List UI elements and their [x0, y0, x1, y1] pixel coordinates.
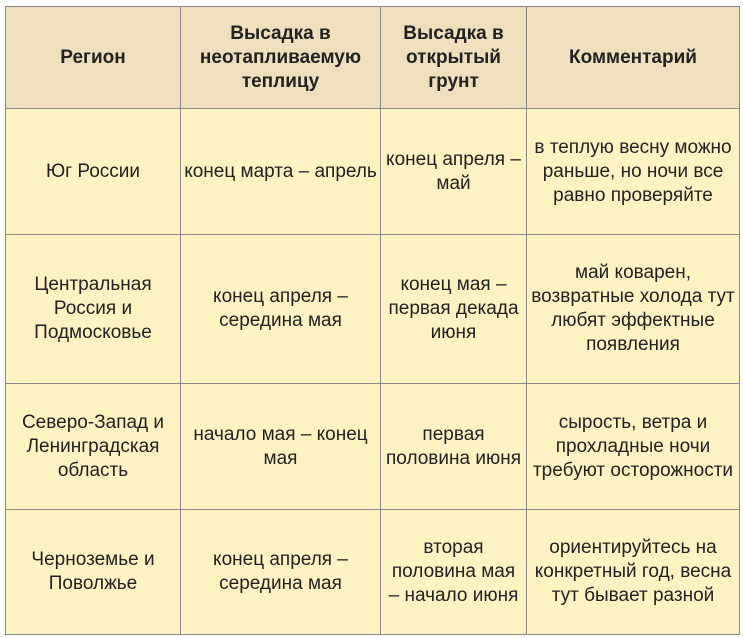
- table-row: [6, 235, 740, 384]
- cell-greenhouse: начало мая – конец мая: [181, 384, 381, 510]
- cell-comment: ориентируйтесь на конкретный год, весна тут бывает разной: [527, 510, 740, 635]
- table-header-row: [6, 7, 740, 109]
- cell-comment: в теплую весну можно раньше, но ночи все равно проверяйте: [527, 109, 740, 235]
- table-row: [6, 384, 740, 510]
- header-comment: Комментарий: [527, 7, 740, 109]
- cell-region: Северо-Запад и Ленинградская область: [6, 384, 181, 510]
- planting-schedule-table: [5, 6, 740, 635]
- cell-greenhouse: конец марта – апрель: [181, 109, 381, 235]
- cell-region: Юг России: [6, 109, 181, 235]
- cell-region: Черноземье и Поволжье: [6, 510, 181, 635]
- cell-greenhouse: конец апреля – середина мая: [181, 235, 381, 384]
- cell-comment: сырость, ветра и прохладные ночи требуют осторожности: [527, 384, 740, 510]
- cell-open-ground: вторая половина мая – начало июня: [381, 510, 527, 635]
- table-row: [6, 109, 740, 235]
- table-row: [6, 510, 740, 635]
- cell-open-ground: первая половина июня: [381, 384, 527, 510]
- cell-greenhouse: конец апреля – середина мая: [181, 510, 381, 635]
- header-greenhouse: Высадка в неотапливаемую теплицу: [181, 7, 381, 109]
- cell-comment: май коварен, возвратные холода тут любят эффектные появления: [527, 235, 740, 384]
- header-open-ground: Высадка в открытый грунт: [381, 7, 527, 109]
- cell-open-ground: конец апреля – май: [381, 109, 527, 235]
- cell-region: Центральная Россия и Подмосковье: [6, 235, 181, 384]
- cell-open-ground: конец мая – первая декада июня: [381, 235, 527, 384]
- header-region: Регион: [6, 7, 181, 109]
